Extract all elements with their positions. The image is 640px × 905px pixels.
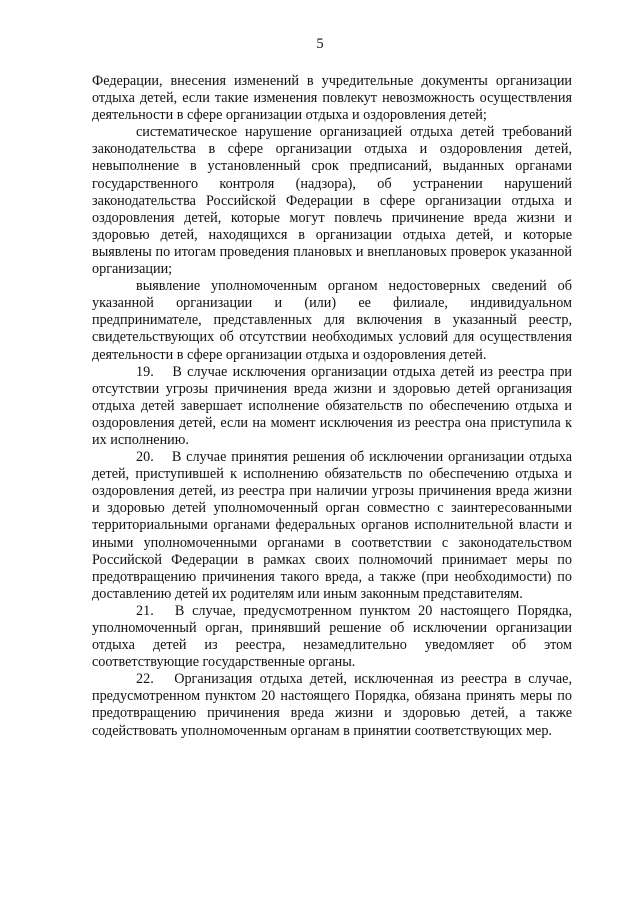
paragraph-text: В случае принятия решения об исключении организации отдыха детей, приступившей к исполнению обязательств по обеспечению отдыха и оздоровления детей, из реестра при наличии угрозы причинения вреда жизни и здоровью детей уполномоченный орган совместно с заинтересованными территориальными органами федеральных органов исполнительной власти и иными уполномоченными органами в соответствии с законодательством Российской Федерации в рамках своих полномочий принимает меры по предотвращению причинения такого вреда, а также (при необходимости) по доставлению детей их родителям или иным законным представителям. <box>92 449 573 602</box>
paragraph-number: 19. <box>136 363 154 380</box>
paragraph-number: 21. <box>136 602 154 619</box>
page-number: 5 <box>316 36 324 52</box>
paragraph-text: Организация отдыха детей, исключенная из реестра в случае, предусмотренном пунктом 20 настоящего Порядка, обязана принять меры по предотвращению причинения вреда жизни и здоровью детей, а также содействовать уполномоченным органам в принятии соответствующих мер. <box>92 671 572 739</box>
document-body <box>92 73 572 740</box>
numbered-paragraph <box>92 449 572 603</box>
paragraph-number: 20. <box>136 449 154 466</box>
paragraph-number: 22. <box>136 671 154 688</box>
paragraph <box>92 124 572 278</box>
paragraph <box>92 278 572 363</box>
paragraph-text: Федерации, внесения изменений в учредительные документы организации отдыха детей, если такие изменения повлекут невозможность осуществления деятельности в сфере организации отдыха и оздоровления детей; <box>92 73 572 124</box>
paragraph-text: В случае исключения организации отдыха детей из реестра при отсутствии угрозы причинения вреда жизни и здоровью детей организация отдыха детей завершает исполнение обязательств по обеспечению отдыха и оздоровления детей, если на момент исключения из реестра она приступила к их исполнению. <box>92 363 573 448</box>
paragraph-text: В случае, предусмотренном пунктом 20 настоящего Порядка, уполномоченный орган, принявший решение об исключении организации отдыха детей из реестра, незамедлительно уведомляет об этом соответствующие государственные органы. <box>92 602 572 671</box>
paragraph-text: выявление уполномоченным органом недостоверных сведений об указанной организации и (или) ее филиале, индивидуальном предпринимателе, представленных для включения в указанный реестр, свидетельствующих об отсутствии необходимых условий для осуществления деятельности в сфере организации отдыха и оздоровления детей. <box>92 278 572 363</box>
numbered-paragraph <box>92 671 572 739</box>
numbered-paragraph <box>92 364 572 449</box>
numbered-paragraph <box>92 603 572 671</box>
paragraph <box>92 73 572 124</box>
paragraph-text: систематическое нарушение организацией отдыха детей требований законодательства в сфере организации отдыха и оздоровления детей, невыполнение в установленный срок предписаний, выданных органами государственного контроля (надзора), об устранении нарушений законодательства Российской Федерации в сфере организации отдыха и оздоровления детей, которые могут повлечь причинение вреда жизни и здоровью детей, находящихся в организации отдыха детей, и которые выявлены по итогам проведения плановых и внеплановых проверок указанной организации; <box>92 124 572 278</box>
